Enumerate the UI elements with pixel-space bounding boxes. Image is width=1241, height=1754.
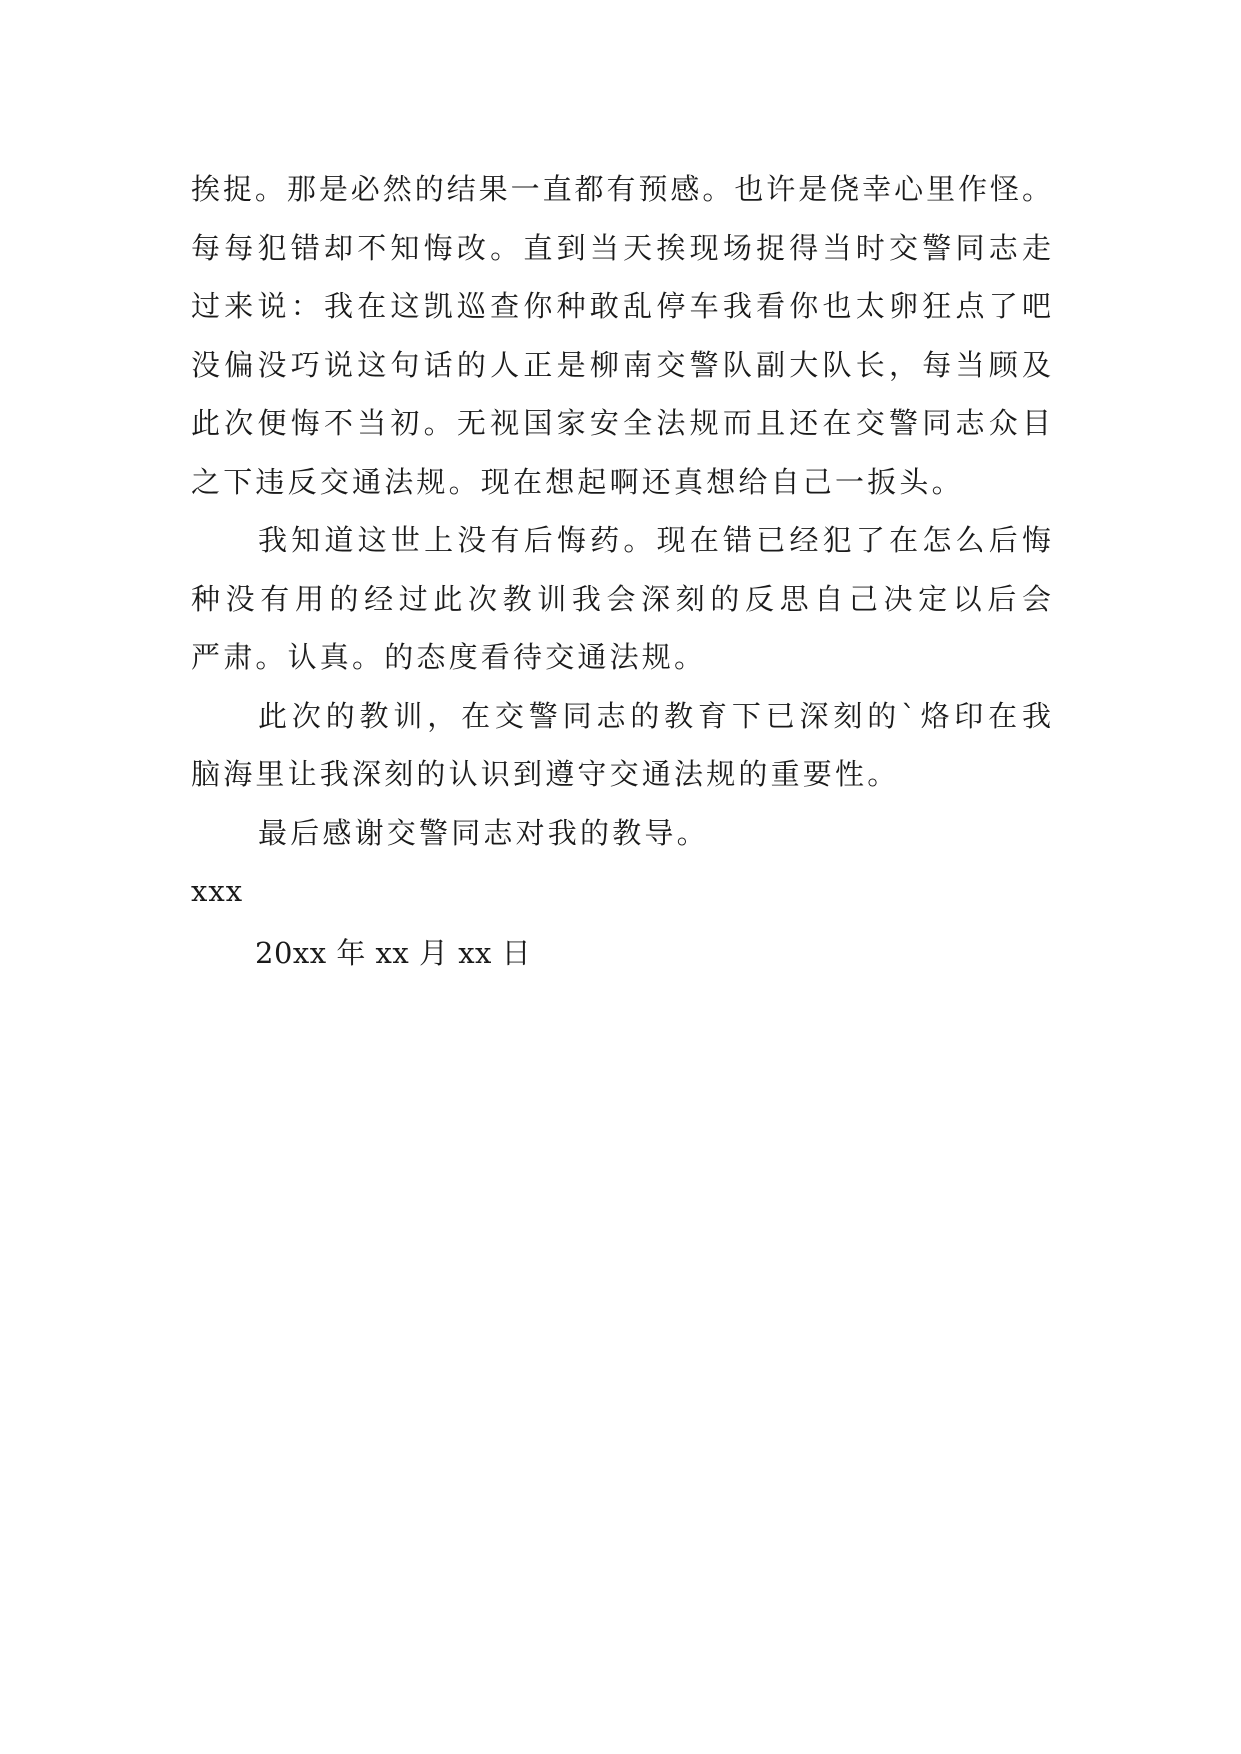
text-line: 挨捉。那是必然的结果一直都有预感。也许是侥幸心里作怪。 [191,172,1051,206]
text-line: 每每犯错却不知悔改。直到当天挨现场捉得当时交警同志走 [191,230,1051,265]
letter-date: 20xx 年 xx 月 xx 日 [255,935,532,970]
text-line: 脑海里让我深刻的认识到遵守交通法规的重要性。 [191,757,900,791]
signature: xxx [191,874,244,908]
text-line: 我知道这世上没有后悔药。现在错已经犯了在怎么后悔 [258,523,1051,557]
text-line: 严肃。认真。的态度看待交通法规。 [191,640,707,674]
text-line: 此次的教训，在交警同志的教育下已深刻的`烙印在我 [258,698,1051,733]
letter-body [191,160,1051,985]
paragraph-4 [191,804,1051,863]
text-line: 种没有用的经过此次教训我会深刻的反思自己决定以后会 [191,581,1051,616]
paragraph-1 [191,160,1051,511]
text-line: 之下违反交通法规。现在想起啊还真想给自己一扳头。 [191,464,964,499]
paragraph-3 [191,687,1051,804]
paragraph-2 [191,511,1051,687]
text-line: 此次便悔不当初。无视国家安全法规而且还在交警同志众目 [191,406,1051,440]
text-line: 没偏没巧说这句话的人正是柳南交警队副大队长，每当顾及 [191,347,1051,382]
text-line: 过来说：我在这凯巡查你种敢乱停车我看你也太卵狂点了吧 [191,289,1051,323]
text-line: 最后感谢交警同志对我的教导。 [258,815,709,850]
